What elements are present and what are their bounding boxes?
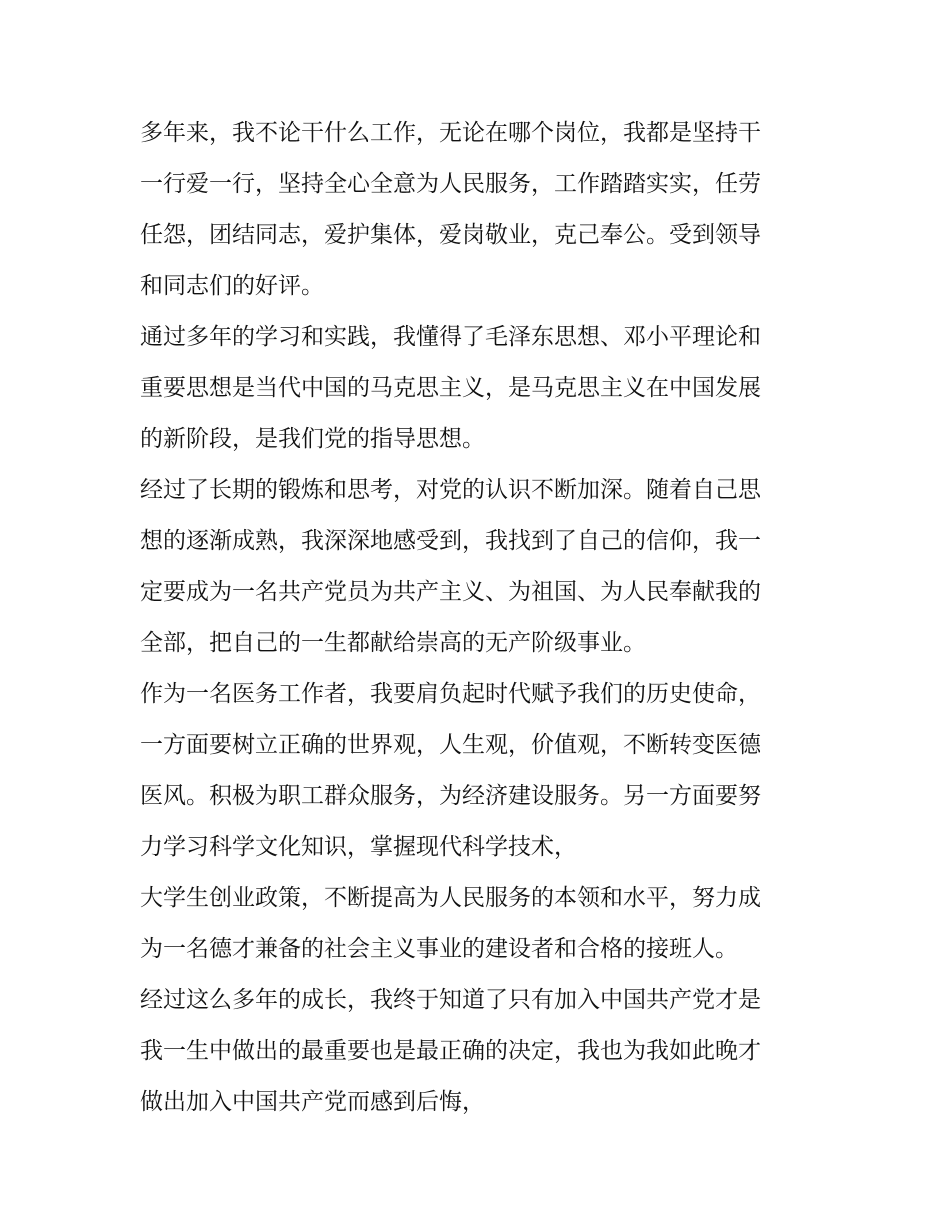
text-line: 做出加入中国共产党而感到后悔， (140, 1089, 485, 1115)
text-line: 一方面要树立正确的世界观，人生观，价值观，不断转变医德 (140, 732, 761, 758)
text-line: 经过了长期的锻炼和思考，对党的认识不断加深。随着自己思 (140, 477, 761, 503)
text-line: 为一名德才兼备的社会主义事业的建设者和合格的接班人。 (140, 936, 738, 962)
text-line: 一行爱一行，坚持全心全意为人民服务，工作踏踏实实，任劳 (140, 171, 761, 197)
text-line: 重要思想是当代中国的马克思主义，是马克思主义在中国发展 (140, 375, 761, 401)
body-text (140, 108, 820, 1128)
text-line: 作为一名医务工作者，我要肩负起时代赋予我们的历史使命， (140, 681, 761, 707)
text-line: 任怨，团结同志，爱护集体，爱岗敬业，克己奉公。受到领导 (140, 222, 761, 248)
text-line: 通过多年的学习和实践，我懂得了毛泽东思想、邓小平理论和 (140, 324, 761, 350)
text-line: 多年来，我不论干什么工作，无论在哪个岗位，我都是坚持干 (140, 120, 761, 146)
text-line: 想的逐渐成熟，我深深地感受到，我找到了自己的信仰，我一 (140, 528, 761, 554)
text-line: 定要成为一名共产党员为共产主义、为祖国、为人民奉献我的 (140, 579, 761, 605)
text-line: 大学生创业政策，不断提高为人民服务的本领和水平，努力成 (140, 885, 761, 911)
text-line: 和同志们的好评。 (140, 273, 324, 299)
text-line: 经过这么多年的成长，我终于知道了只有加入中国共产党才是 (140, 987, 761, 1013)
text-line: 力学习科学文化知识，掌握现代科学技术， (140, 834, 577, 860)
text-line: 医风。积极为职工群众服务，为经济建设服务。另一方面要努 (140, 783, 761, 809)
text-line: 我一生中做出的最重要也是最正确的决定，我也为我如此晚才 (140, 1038, 761, 1064)
text-line: 全部，把自己的一生都献给崇高的无产阶级事业。 (140, 630, 646, 656)
text-line: 的新阶段，是我们党的指导思想。 (140, 426, 485, 452)
